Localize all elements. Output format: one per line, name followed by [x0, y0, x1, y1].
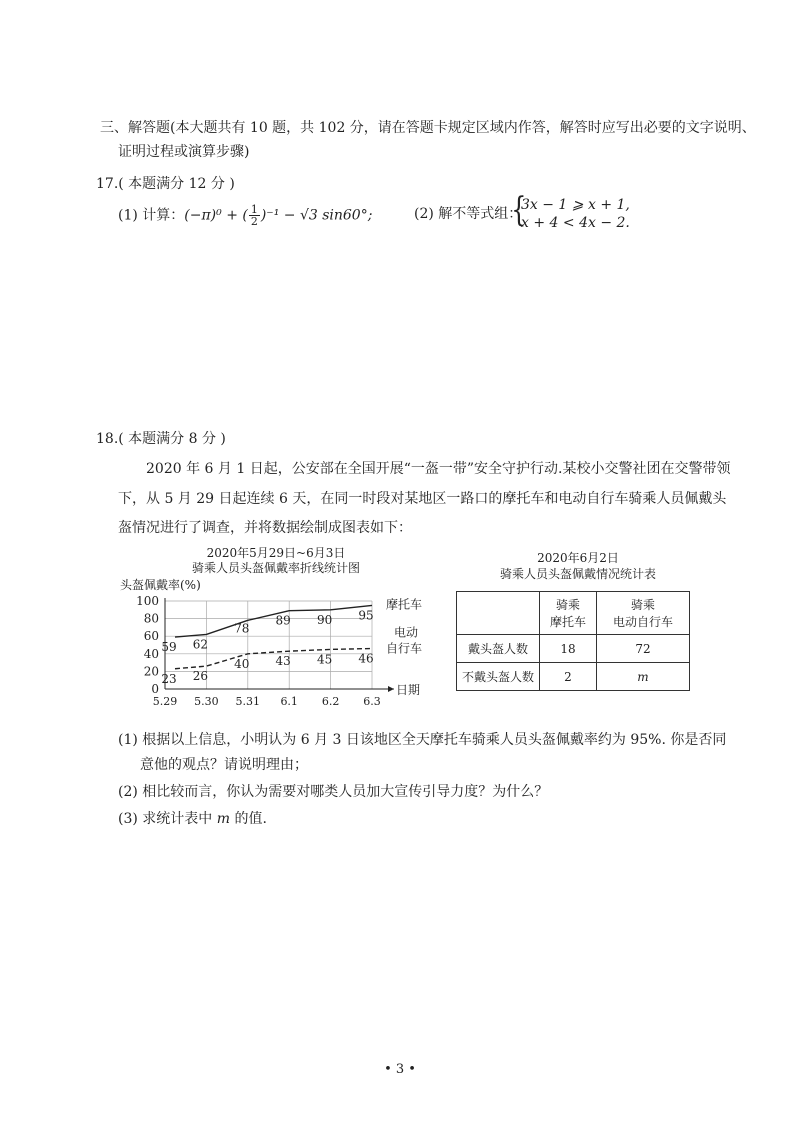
q17-part1	[118, 204, 372, 227]
series-name-motorcycle: 摩托车	[386, 597, 423, 612]
y-tick-label: 0	[151, 682, 159, 696]
q18-para-line2: 下，从 5 月 29 日起连续 6 天，在同一时段对某地区一路口的摩托车和电动自行车骑乘人员佩戴头	[118, 491, 727, 507]
chart-title-line2: 骑乘人员头盔佩戴率折线统计图	[191, 561, 360, 575]
q17-part2-row1: 3x − 1 ⩾ x + 1,	[521, 197, 630, 213]
helmet-rate-line-chart	[118, 576, 448, 716]
data-label-ebike: 40	[234, 656, 250, 671]
series-name-ebike-line1: 电动	[394, 625, 419, 640]
data-label-motorcycle: 59	[161, 640, 177, 655]
q17-part1-expr-b: )⁻¹ − √3 sin60°;	[260, 207, 373, 224]
table-row	[457, 663, 690, 691]
header-text: 骑乘	[630, 598, 655, 612]
y-tick-label: 40	[143, 646, 159, 661]
header-text: 骑乘	[555, 598, 580, 612]
q18-sub3	[118, 810, 267, 828]
data-label-motorcycle: 78	[234, 621, 250, 636]
table-cell: m	[597, 663, 690, 691]
x-tick-label: 6.1	[280, 695, 298, 708]
q18-sub3-var: m	[216, 811, 231, 827]
table-row	[457, 635, 690, 663]
q18-sub3-text: 的值.	[230, 811, 267, 827]
data-label-ebike: 23	[161, 671, 177, 686]
q18-para-line1: 2020 年 6 月 1 日起，公安部在全国开展“一盔一带”安全守护行动.某校小交警社团在交警带领	[146, 461, 731, 477]
x-tick-label: 5.31	[235, 695, 261, 708]
q17-part1-label: (1) 计算：	[118, 207, 185, 224]
q17-part2-row2: x + 4 < 4x − 2.	[521, 215, 630, 231]
q18-sub1-line1: (1) 根据以上信息，小明认为 6 月 3 日该地区全天摩托车骑乘人员头盔佩戴率约为 95%. 你是否同	[118, 732, 727, 748]
data-label-motorcycle: 89	[275, 613, 291, 628]
table-title-line2: 骑乘人员头盔佩戴情况统计表	[499, 567, 656, 581]
q17-part2-label: (2) 解不等式组：	[414, 206, 523, 222]
data-label-ebike: 45	[316, 652, 333, 667]
page-number: • 3 •	[384, 1062, 416, 1077]
q18-sub1-line2: 意他的观点？请说明理由；	[140, 757, 308, 773]
x-tick-label: 6.2	[321, 695, 340, 708]
table-header-row	[457, 592, 690, 635]
series-name-ebike-line2: 自行车	[386, 641, 423, 656]
y-tick-label: 100	[136, 594, 159, 608]
table-header-motorcycle	[540, 592, 597, 635]
inequality-brace: {	[511, 190, 527, 230]
fraction-denominator: 2	[250, 215, 258, 228]
series-line-ebike	[175, 649, 372, 669]
x-tick-label: 6.3	[363, 695, 381, 708]
data-label-ebike: 46	[358, 651, 374, 666]
table-cell: 18	[540, 635, 597, 663]
data-label-ebike: 26	[192, 669, 209, 684]
table-cell: 2	[540, 663, 597, 691]
q17-part1-expr-a: (−π)⁰ + (	[184, 207, 248, 224]
data-label-motorcycle: 95	[358, 608, 374, 623]
section-heading-line1: 三、解答题(本大题共有 10 题，共 102 分，请在答题卡规定区域内作答，解答时应写出必要的文字说明、	[100, 120, 756, 136]
x-axis-label: 日期	[396, 683, 421, 697]
chart-title-line1: 2020年5月29日~6月3日	[206, 546, 346, 560]
q18-para-line3: 盔情况进行了调查，并将数据绘制成图表如下：	[118, 520, 412, 536]
helmet-stat-table	[456, 591, 690, 691]
fraction-numerator: 1	[250, 203, 258, 216]
q18-sub2: (2) 相比较而言，你认为需要对哪类人员加大宣传引导力度？为什么？	[118, 784, 549, 800]
data-label-motorcycle: 62	[192, 637, 209, 652]
x-tick-label: 5.30	[194, 695, 219, 708]
table-cell: 72	[597, 635, 690, 663]
row-label: 戴头盔人数	[457, 635, 540, 663]
q17-part1-fraction	[249, 204, 260, 227]
table-header-ebike	[597, 592, 690, 635]
x-axis-arrow	[388, 686, 394, 692]
table-title-line1: 2020年6月2日	[537, 551, 619, 565]
data-label-motorcycle: 90	[316, 612, 333, 627]
header-text: 摩托车	[549, 615, 586, 629]
row-label: 不戴头盔人数	[457, 663, 540, 691]
table-corner-cell	[457, 592, 540, 635]
x-tick-label: 5.29	[152, 695, 178, 708]
y-tick-label: 80	[143, 611, 159, 626]
y-axis-label: 头盔佩戴率(%)	[120, 578, 201, 592]
q17-title: 17.( 本题满分 12 分 )	[96, 176, 235, 192]
data-label-ebike: 43	[275, 654, 291, 669]
header-text: 电动自行车	[612, 615, 673, 629]
q18-sub3-text: (3) 求统计表中	[118, 811, 217, 827]
section-heading-line2: 证明过程或演算步骤)	[118, 144, 250, 160]
y-tick-label: 60	[143, 629, 159, 644]
y-tick-label: 20	[143, 664, 159, 679]
q18-title: 18.( 本题满分 8 分 )	[96, 431, 226, 447]
series-line-motorcycle	[175, 605, 372, 637]
